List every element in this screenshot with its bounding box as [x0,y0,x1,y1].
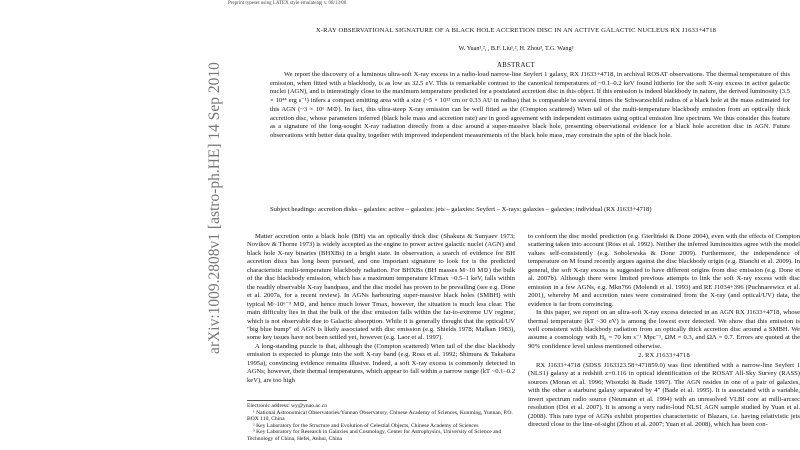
left-paragraph-2: A long-standing puzzle is that, although the (Compton scattered) Wien tail of the disc blackbody emission is expected to plunge into the soft X-ray band (e.g. Ross et al. 1992; Shimura & Takahara 1995a), convincing evidence remains illusive. Indeed, a soft X-ray excess is commonly detected in AGNs; however, their thermal temperatures, which appear to fall within a narrow range (kT ~0.1–0.2 keV), are too high [247,342,515,384]
preprint-note: Preprint typeset using LATEX style emulateapj v. 08/13/06 [228,1,347,6]
right-paragraph-2: In this paper, we report on an ultra-soft X-ray excess detected in an AGN RX J1633+4718, whose thermal temperature (kT ~30 eV) is among the lowest ever detected. We show that this emission is well consistent with blackbody radiation from an optically thick accretion disc around a SMBH. We assume a cosmology with H₀ = 70 km s⁻¹ Mpc⁻¹, ΩM = 0.3, and ΩΛ = 0.7. Errors are quoted at the 90% confidence level unless mentioned otherwise. [528,309,800,350]
section-heading: 2. RX J1633+4718 [638,352,690,360]
footnote-3: ³ Key Laboratory for Research in Galaxies and Cosmology, Center for Astrophysics, University of Science and Technology of China, Hefei, Anhui, China [247,429,502,442]
arxiv-stamp[interactable] [200,62,230,354]
abstract-text: We report the discovery of a luminous ultra-soft X-ray excess in a radio-loud narrow-line Seyfert 1 galaxy, RX J1633+4718, in archival ROSAT observations. The thermal temperature of this emission, when fitted with a blackbody, is as low as 32.5 eV. This is remarkable contrast to the canonical temperatures of ~0.1–0.2 keV found hitherto for the soft X-ray excess in active galactic nuclei (AGN), and is interestingly close to the maximum temperature predicted for a postulated accretion disc in this object. If this emission is indeed blackbody in nature, the derived luminosity (3.5 × 10⁴⁴ erg s⁻¹) infers a compact emitting area with a size (~5 × 10¹² cm or 0.33 AU in radius) that is comparable to several times the Schwarzschild radius of a black hole at the mass estimated for this AGN (~3 × 10⁶ M⊙). In fact, this ultra-steep X-ray emission can be well fitted as the (Compton scattered) Wien tail of the multi-temperature blackbody emission from an optically thick accretion disc, whose parameters inferred (black hole mass and accretion rate) are in good agreement with independent estimates using optical emission line spectrum. We thus consider this feature as a signature of the long-sought X-ray radiation directly from a disc around a super-massive black hole, presenting observational evidence for a black hole accretion disc in AGN. Future observations with better data quality, together with improved independent measurements of the black hole mass, may constrain the spin of the black hole. [270,71,790,139]
right-paragraph-1: to conform the disc model prediction (e.g. Gierliński & Done 2004), even with the effects of Compton scattering taken into account (Ross et al. 1992). Neither the inferred luminosities agree with the model values self-consistently (e.g. Sobolewska & Done 2009). Furthermore, the independence of temperature on M found recently argues against the disc blackbody origin (e.g. Bianchi et al. 2009). In general, the soft X-ray excess is suggested to have different origins from disc emission (e.g. Done et al. 2007b). Although there were limited previous attempts to link the soft X-ray excess with disc emission in a few AGNs, e.g. Mkn766 (Molendi et al. 1993) and RE J1034+396 (Puchnarewicz et al. 2001), whereby M and accretion rates were constrained from the X-ray (and optical/UV) data, the evidence is far from convincing. [528,233,800,308]
left-paragraph-1: Matter accretion onto a black hole (BH) via an optically thick disc (Shakura & Sunyaev 1973; Novikov & Thorne 1973) is widely accepted as the engine to power active galactic nuclei (AGN) and black hole X-ray binaries (BHXBs) in a bright state. In observation, a search of evidence for BH accretion discs has long been pursued, and one important signature to look for is the predicted characteristic multi-temperature blackbody radiation. For BHXBs (BH masses M~10 M⊙) the bulk of the disc blackbody emission, which has a maximum temperature kTmax ~0.5–1 keV, falls within the readily observable X-ray bandpass, and the disc model has proven to be prevailing (see e.g. Done et al. 2007a, for a recent review). In AGNs harbouring super-massive black holes (SMBH) with typical M~10⁶⁻⁹ M⊙, and hence much lower Tmax, however, the situation is much less clear. The main difficulty lies in that the bulk of the disc emission falls within the far-to-extreme UV regime, which is not observable due to Galactic absorption. While it is generally thought that the optical/UV "big blue bump" of AGN is likely associated with disc emission (e.g. Shields 1978; Malkan 1983), some key issues have not been settled yet, however (e.g. Laor et al. 1997). [247,233,515,342]
right-column [528,233,800,429]
footnotes [247,403,515,443]
footnote-1: ¹ National Astronomical Observatories/Yunnan Observatory, Chinese Academy of Sciences, Kunming, Yunnan, P.O. BOX 110, China [247,409,513,423]
footnote-separator [247,400,307,401]
footnote-email: Electronic address: wy@ynao.ac.cn [247,403,328,409]
arxiv-stamp-text: arXiv:1009.2808v1 [astro-ph.HE] 14 Sep 2010 [206,62,223,354]
right-paragraph-3: RX J1633+4718 (SDSS J163323.58+471859.0) was first identified with a narrow-line Seyfert 1 (NLS1) galaxy at a redshift z=0.116 in optical identification of the ROSAT All-Sky Survey (RASS) sources (Moran et al. 1996; Wisotzki & Bade 1997). The AGN resides in one of a pair of galaxies, with the other a starburst galaxy separated by 4" (Bade et al. 1995). It is associated with a variable, invert spectrum radio source (Neumann et al. 1994) with an unresolved VLBI core at milli-arcsec resolution (Doi et al. 2007). It is among a very radio-loud NLS1 AGN sample studied by Yuan et al. (2008). This rare type of AGNs exhibit properties characteristic of Blazars, i.e. having relativistic jets directed close to the line-of-sight (Zhou et al. 2007; Yuan et al. 2008), which has been con- [528,361,800,428]
author-list: W. Yuan¹,², , B.F. Liu¹,², H. Zhou³, T.G. Wang³ [458,45,574,52]
left-column [247,233,515,385]
subject-headings: Subject headings: accretion disks – galaxies: active – galaxies: jets – galaxies: Seyfert – X-rays: galaxies – galaxies: individual (RX J1633+4718) [270,206,652,213]
paper-title: X-RAY OBSERVATIONAL SIGNATURE OF A BLACK HOLE ACCRETION DISC IN AN ACTIVE GALACTIC NUCLEUS RX J1633+4718 [315,27,717,34]
abstract-heading: ABSTRACT [497,62,535,69]
footnote-2: ² Key Laboratory for the Structure and Evolution of Celestial Objects, Chinese Academy of Sciences [253,422,479,429]
